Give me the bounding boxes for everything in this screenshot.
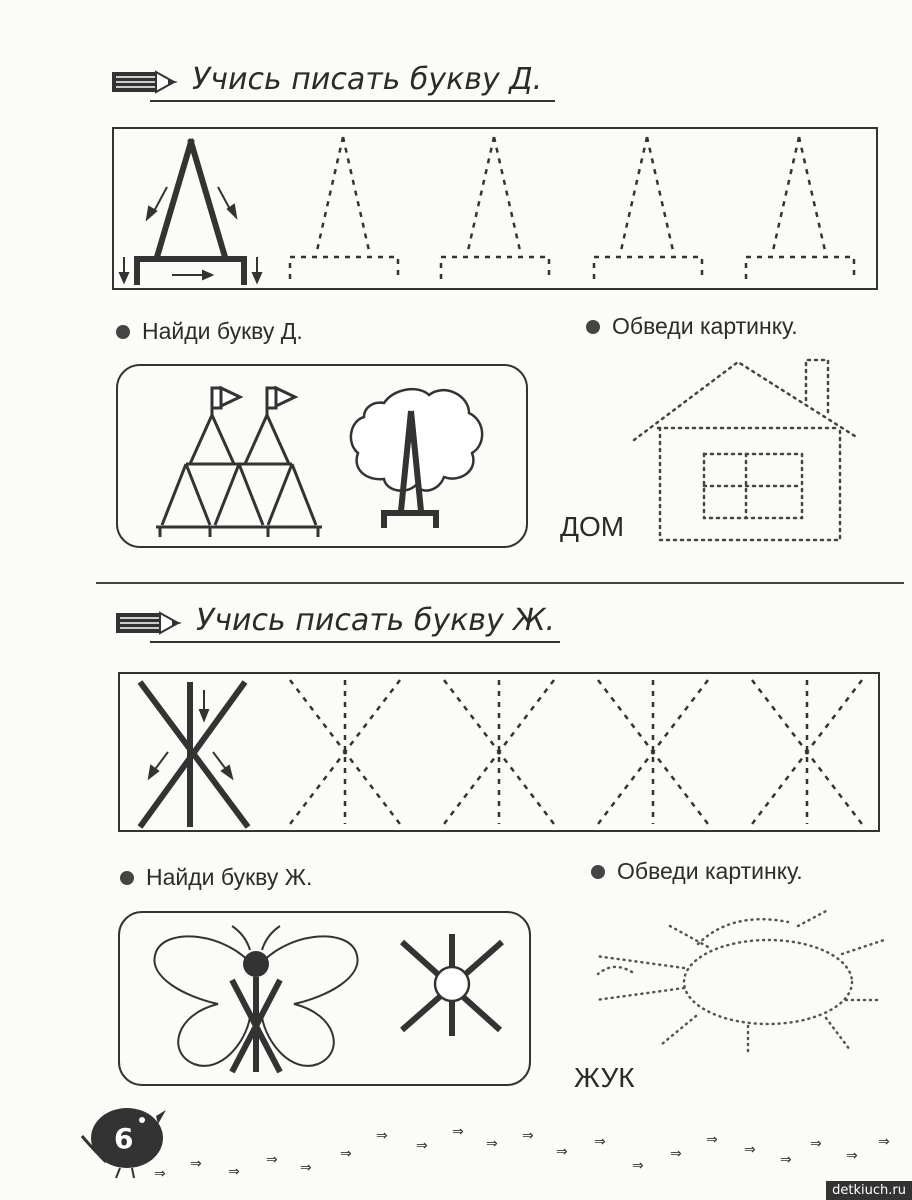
bullet-icon bbox=[116, 325, 130, 339]
watermark: detkiuch.ru bbox=[826, 1181, 912, 1200]
word-beetle: ЖУК bbox=[574, 1062, 635, 1093]
find-task-zh: Найди букву Ж. bbox=[120, 864, 312, 891]
footprints bbox=[150, 1124, 912, 1188]
svg-text:⇒: ⇒ bbox=[486, 1136, 498, 1152]
word-house: ДОМ bbox=[560, 511, 625, 542]
bullet-icon bbox=[586, 320, 600, 334]
tree-picture bbox=[344, 383, 494, 533]
snowflake-picture bbox=[392, 930, 512, 1040]
svg-text:⇒: ⇒ bbox=[452, 1124, 464, 1140]
svg-text:⇒: ⇒ bbox=[556, 1144, 568, 1160]
butterfly-picture bbox=[146, 922, 366, 1082]
trace-task-house: Обведи картинку. bbox=[586, 313, 798, 340]
section-title-d: Учись писать букву Д. bbox=[192, 62, 543, 97]
svg-text:⇒: ⇒ bbox=[154, 1166, 166, 1182]
pencil-icon bbox=[116, 609, 188, 637]
svg-text:⇒: ⇒ bbox=[416, 1138, 428, 1154]
svg-text:⇒: ⇒ bbox=[594, 1134, 606, 1150]
svg-text:⇒: ⇒ bbox=[810, 1136, 822, 1152]
svg-text:⇒: ⇒ bbox=[670, 1146, 682, 1162]
bullet-icon bbox=[591, 865, 605, 879]
sun-picture bbox=[588, 904, 888, 1054]
svg-text:⇒: ⇒ bbox=[706, 1132, 718, 1148]
svg-text:⇒: ⇒ bbox=[266, 1152, 278, 1168]
house-picture bbox=[628, 356, 863, 542]
svg-text:⇒: ⇒ bbox=[744, 1142, 756, 1158]
svg-text:⇒: ⇒ bbox=[340, 1146, 352, 1162]
svg-text:⇒: ⇒ bbox=[376, 1128, 388, 1144]
title-underline bbox=[150, 641, 560, 643]
find-task-d: Найди букву Д. bbox=[116, 318, 303, 345]
title-underline bbox=[150, 100, 555, 102]
svg-text:⇒: ⇒ bbox=[190, 1156, 202, 1172]
trace-task-sun: Обведи картинку. bbox=[591, 858, 803, 885]
svg-text:⇒: ⇒ bbox=[300, 1160, 312, 1176]
castle-picture bbox=[150, 380, 330, 540]
svg-text:⇒: ⇒ bbox=[780, 1152, 792, 1168]
svg-text:⇒: ⇒ bbox=[878, 1134, 890, 1150]
pencil-icon bbox=[112, 68, 184, 96]
section-divider bbox=[96, 582, 904, 584]
svg-text:⇒: ⇒ bbox=[228, 1164, 240, 1180]
letter-zh-sample bbox=[118, 672, 880, 832]
section-title-zh: Учись писать букву Ж. bbox=[196, 603, 556, 638]
svg-text:⇒: ⇒ bbox=[846, 1148, 858, 1164]
svg-text:⇒: ⇒ bbox=[632, 1158, 644, 1174]
letter-d-sample bbox=[112, 127, 878, 290]
bullet-icon bbox=[120, 871, 134, 885]
svg-text:⇒: ⇒ bbox=[522, 1128, 534, 1144]
page-number: 6 bbox=[114, 1122, 134, 1155]
